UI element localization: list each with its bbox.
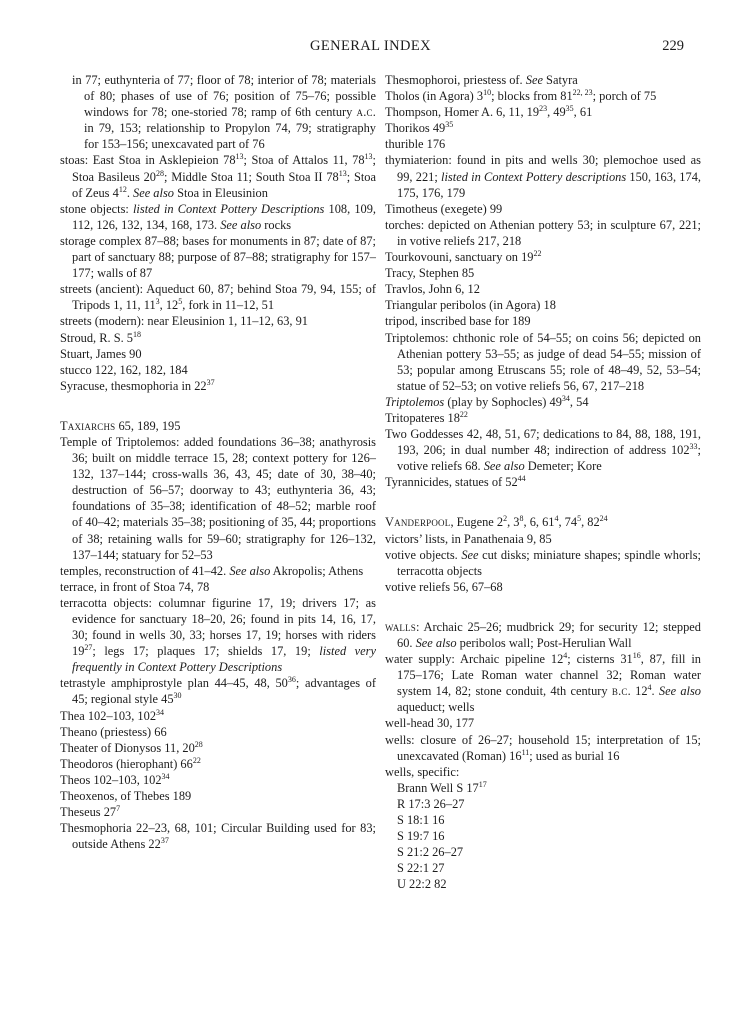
index-entry: Triptolemos: chthonic role of 54–55; on coins 56; depicted on Athenian pottery 53–55; as judge of dead 54–55; mission of 53; popular among Etruscans 55; role of 48–49, 52, 53–54; statue of 52–53; on votive reliefs 56, 67, 217–218 xyxy=(385,330,701,393)
index-entry: wells, specific: xyxy=(385,764,460,779)
index-entry: Thesmophoria 22–23, 68, 101; Circular Building used for 83; outside Athens $22^{37}$ xyxy=(60,821,376,852)
index-entry: Triptolemos (play by Sophocles) $49^{34}$, 54 xyxy=(385,393,589,409)
index-entry: Tholos (in Agora) $3^{10}$; blocks from 81$^{22, 23}$; porch of 75 xyxy=(385,87,657,104)
index-entry: temples, reconstruction of 41–42. See also Akropolis; Athens xyxy=(60,563,364,578)
index-entry: Theseus $27^7$ xyxy=(60,804,121,820)
index-entry: thymiaterion: found in pits and wells 30; plemochoe used as 99, 221; listed in Context Pottery descriptions 150, 163, 174, 175, 176, 179 xyxy=(385,153,701,200)
index-entry: Theos 102–103, $102^{34}$ xyxy=(60,771,170,787)
index-entry: terrace, in front of Stoa 74, 78 xyxy=(60,579,210,594)
index-entry: Theater of Dionysos 11, $20^{28}$ xyxy=(60,739,203,755)
index-entry: Stuart, James 90 xyxy=(60,346,142,361)
index-subentry: Brann Well S $17^{17}$ xyxy=(397,779,487,795)
index-entry: Tracy, Stephen 85 xyxy=(385,266,475,281)
index-entry: Thesmophoroi, priestess of. See Satyra xyxy=(385,73,578,87)
index-subentry: U 22:2 82 xyxy=(397,877,447,892)
index-column-right xyxy=(385,72,701,893)
index-subentry: S 22:1 27 xyxy=(397,861,445,876)
index-entry: stoas: East Stoa in Asklepieion $78^{13}$; Stoa of Attalos 11, $78^{13}$; Stoa Basileus $20^{28}$; Middle Stoa 11; South Stoa II $78^{13}$; Stoa of Zeus $4^{12}$. See also Stoa in Eleusinion xyxy=(60,152,376,200)
section-gap xyxy=(385,595,701,619)
index-entry: Thea 102–103, $102^{34}$ xyxy=(60,707,165,723)
section-gap xyxy=(385,490,701,514)
index-entry: Vanderpool, Eugene $2^2$, $3^8$, 6, $61^4$, $74^5$, $82^{24}$ xyxy=(385,514,608,530)
page-number: 229 xyxy=(662,38,684,54)
running-header-title: GENERAL INDEX xyxy=(309,38,432,54)
index-entry: streets (modern): near Eleusinion 1, 11–12, 63, 91 xyxy=(60,314,308,329)
index-entry: walls: Archaic 25–26; mudbrick 29; for security 12; stepped 60. See also peribolos wall; Post-Herulian Wall xyxy=(385,619,701,650)
index-entry: Tyrannicides, statues of $52^{44}$ xyxy=(385,474,526,490)
index-entry: Temple of Triptolemos: added foundations 36–38; anathyrosis 36; built on middle terrace 15, 28; context pottery for 126–132, 137–144; cross-walls 36, 43, 45; date of 30, 38–40; destruction of 56–57; doorway to 43; euthynteria 36, 43; foundations of 35–38; identification of 48–52; marble roof of 40–42; materials 35–38; positioning of 35, 44; proportions of 38; retaining walls for 59–60; stratigraphy for 126–132, 137–144; statuary for 52–53 xyxy=(60,434,376,562)
index-entry: votive reliefs 56, 67–68 xyxy=(385,579,503,594)
index-subentry: S 19:7 16 xyxy=(397,829,445,844)
index-entry: Travlos, John 6, 12 xyxy=(385,282,480,297)
index-entry: storage complex 87–88; bases for monuments in 87; date of 87; part of sanctuary 88; purpose of 87–88; stratigraphy for 157–177; walls of 87 xyxy=(60,233,376,281)
index-entry: Tourkovouni, sanctuary on $19^{22}$ xyxy=(385,248,542,265)
index-entry: Thompson, Homer A. 6, 11, $19^{23}$, $49^{35}$, 61 xyxy=(385,104,593,120)
index-entry: tripod, inscribed base for 189 xyxy=(385,314,531,329)
index-entry: streets (ancient): Aqueduct 60, 87; behind Stoa 79, 94, 155; of Tripods 1, 11, $11^3$, $12^5$, fork in 11–12, 51 xyxy=(60,282,376,313)
index-entry: thurible 176 xyxy=(385,137,446,152)
index-subentry: S 21:2 26–27 xyxy=(397,845,464,860)
index-subentry: R 17:3 26–27 xyxy=(397,796,465,811)
index-subentry: in 77; euthynteria of 77; floor of 78; interior of 78; materials of 80; phases of use of 76; position of 75–76; possible windows for 78; one-storied 78; ramp of 6th century a.c. in 79, 153; relationship to Propylon 74, 79; stratigraphy for 153–156; unexcavated part of 76 xyxy=(72,73,376,152)
index-entry: Taxiarchs 65, 189, 195 xyxy=(60,418,181,433)
index-entry: Theodoros (hierophant) $66^{22}$ xyxy=(60,755,201,771)
index-entry: stone objects: listed in Context Pottery Descriptions 108, 109, 112, 126, 132, 134, 168, 173. See also rocks xyxy=(60,201,377,232)
index-entry: Theoxenos, of Thebes 189 xyxy=(60,789,192,804)
index-entry: Syracuse, thesmophoria in $22^{37}$ xyxy=(60,377,215,393)
index-entry: Thorikos $49^{35}$ xyxy=(385,120,454,136)
index-entry: Triangular peribolos (in Agora) 18 xyxy=(385,298,556,313)
index-entry: tetrastyle amphiprostyle plan 44–45, 48, $50^{36}$; advantages of 45; regional style $45^{30}$ xyxy=(60,675,376,707)
section-gap xyxy=(60,394,376,418)
index-entry: well-head 30, 177 xyxy=(385,716,475,731)
index-entry: votive objects. See cut disks; miniature shapes; spindle whorls; terracotta objects xyxy=(385,547,701,578)
index-entry: water supply: Archaic pipeline $12^4$; cisterns $31^{16}$, 87, fill in 175–176; Late Roman water channel 32; Roman water system 14, 82; stone conduit, 4th century b.c. $12^4$. See also aqueduct; wells xyxy=(385,650,701,715)
index-column-left xyxy=(60,72,376,852)
index-entry: torches: depicted on Athenian pottery 53; in sculpture 67, 221; in votive reliefs 217, 218 xyxy=(385,217,701,248)
index-entry: victors’ lists, in Panathenaia 9, 85 xyxy=(385,531,552,546)
index-entry: stucco 122, 162, 182, 184 xyxy=(60,362,188,377)
index-entry: Theano (priestess) 66 xyxy=(60,724,167,739)
index-entry: wells: closure of 26–27; household 15; interpretation of 15; unexcavated (Roman) $16^{11}$; used as burial 16 xyxy=(385,732,701,763)
index-entry: Timotheus (exegete) 99 xyxy=(385,201,503,216)
index-subentry: S 18:1 16 xyxy=(397,813,445,828)
index-entry: Tritopateres $18^{22}$ xyxy=(385,409,468,425)
index-entry: Stroud, R. S. $5^{18}$ xyxy=(60,329,141,345)
index-entry: Two Goddesses 42, 48, 51, 67; dedications to 84, 88, 188, 191, 193, 206; in dual number 48; indirection of address $102^{33}$; votive reliefs 68. See also Demeter; Kore xyxy=(385,427,701,474)
index-entry: terracotta objects: columnar figurine 17, 19; drivers 17; as evidence for sanctuary 18–20, 26; found in pits 14, 16, 17, 30; found in wells 30, 33; horses 17, 19; horses with riders $19^{27}$; legs 17; plaques 17; shields 17, 19; listed very frequently in Context Pottery Descriptions xyxy=(60,595,376,675)
